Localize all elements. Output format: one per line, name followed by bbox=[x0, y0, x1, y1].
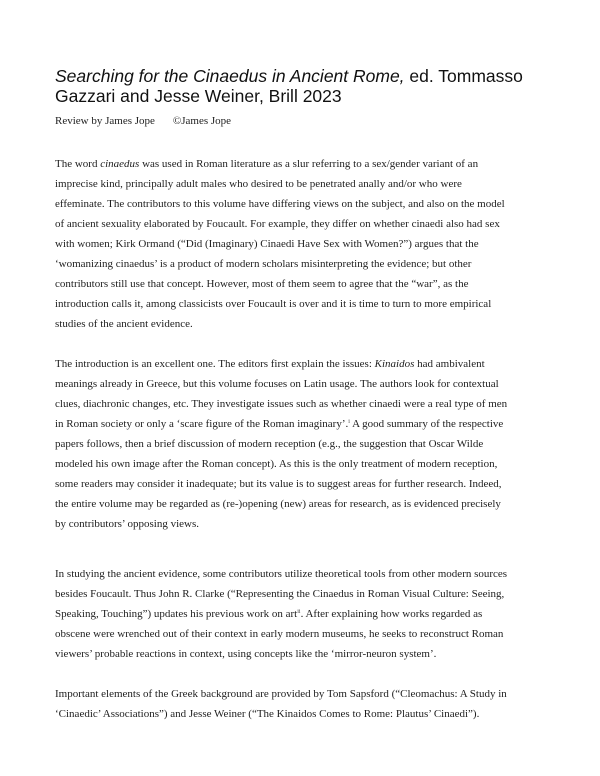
text-line: meanings already in Greece, but this volume focuses on Latin usage. The authors look for contextual bbox=[55, 378, 499, 390]
text-run: had ambivalent bbox=[414, 358, 485, 370]
text-line: papers follows, then a brief discussion of modern reception (e.g., the suggestion that Oscar Wilde bbox=[55, 438, 484, 450]
text-line: the entire volume may be regarded as (re-)opening (new) areas for research, as is evidenced precisely bbox=[55, 498, 501, 510]
italic-term: Kinaidos bbox=[374, 358, 415, 370]
text-line: contributors still use that concept. However, most of them seem to agree that the “war”, as the bbox=[55, 278, 469, 290]
text-line: some readers may consider it inadequate; but its value is to suggest areas for further research. Indeed, bbox=[55, 478, 502, 490]
text-line bbox=[55, 414, 550, 434]
text-run: The introduction is an excellent one. The editors first explain the issues: bbox=[55, 358, 375, 370]
byline bbox=[55, 114, 231, 128]
paragraph-2 bbox=[55, 354, 550, 534]
book-title: Searching for the Cinaedus in Ancient Rome, bbox=[55, 66, 405, 86]
text-line: by contributors’ opposing views. bbox=[55, 518, 200, 530]
text-run: Speaking, Touching”) updates his previous work on art bbox=[55, 608, 298, 620]
text-line: of ancient sexuality elaborated by Foucault. For example, they differ on whether cinaedi also had sex bbox=[55, 218, 500, 230]
text-run: in Roman society or only a ‘scare figure of the Roman imaginary’. bbox=[55, 418, 349, 430]
text-line: ‘womanizing cinaedus’ is a product of modern scholars misinterpreting the evidence; but other bbox=[55, 258, 472, 270]
text-line: obscene were wrenched out of their context in early modern museums, he seeks to reconstruct Roman bbox=[55, 628, 504, 640]
text-line bbox=[55, 604, 550, 624]
copyright-notice: ©James Jope bbox=[172, 115, 232, 127]
title-editors: ed. Tommasso bbox=[404, 66, 523, 86]
text-line: besides Foucault. Thus John R. Clarke (“Representing the Cinaedus in Roman Visual Culture: Seeing, bbox=[55, 588, 505, 600]
text-line: In studying the ancient evidence, some contributors utilize theoretical tools from other modern sources bbox=[55, 568, 508, 580]
reviewer: Review by James Jope bbox=[55, 115, 155, 127]
footnote-ref[interactable]: ii bbox=[297, 609, 301, 615]
text-line: viewers’ probable reactions in context, using concepts like the ‘mirror-neuron system’. bbox=[55, 648, 437, 660]
review-title bbox=[55, 66, 565, 106]
paragraph-4 bbox=[55, 684, 550, 724]
text-run: The word bbox=[55, 158, 101, 170]
text-line: ‘Cinaedic’ Associations”) and Jesse Weiner (“The Kinaidos Comes to Rome: Plautus’ Cinaedi”). bbox=[55, 708, 480, 720]
text-run: was used in Roman literature as a slur referring to a sex/gender variant of an bbox=[139, 158, 479, 170]
text-line: clues, diachronic changes, etc. They investigate issues such as whether cinaedi were a real type of men bbox=[55, 398, 508, 410]
italic-term: cinaedus bbox=[100, 158, 140, 170]
text-line bbox=[55, 354, 550, 374]
footnote-ref[interactable]: i bbox=[348, 419, 350, 425]
title-editors-line2: Gazzari and Jesse Weiner, Brill 2023 bbox=[55, 86, 342, 106]
paragraph-3 bbox=[55, 564, 550, 664]
text-line: modeled his own image after the Roman concept). As this is the only treatment of modern reception, bbox=[55, 458, 498, 470]
text-run: . After explaining how works regarded as bbox=[300, 608, 483, 620]
text-line: Important elements of the Greek background are provided by Tom Sapsford (“Cleomachus: A Study in bbox=[55, 688, 507, 700]
paragraph-1 bbox=[55, 154, 550, 334]
text-line bbox=[55, 154, 550, 174]
text-run: A good summary of the respective bbox=[349, 418, 504, 430]
text-line: imprecise kind, principally adult males who desired to be penetrated anally and/or who were bbox=[55, 178, 462, 190]
text-line: introduction calls it, among classicists over Foucault is over and it is time to turn to more empirical bbox=[55, 298, 492, 310]
text-line: with women; Kirk Ormand (“Did (Imaginary) Cinaedi Have Sex with Women?”) argues that the bbox=[55, 238, 479, 250]
text-line: studies of the ancient evidence. bbox=[55, 318, 193, 330]
text-line: effeminate. The contributors to this volume have differing views on the subject, and also on the model bbox=[55, 198, 505, 210]
